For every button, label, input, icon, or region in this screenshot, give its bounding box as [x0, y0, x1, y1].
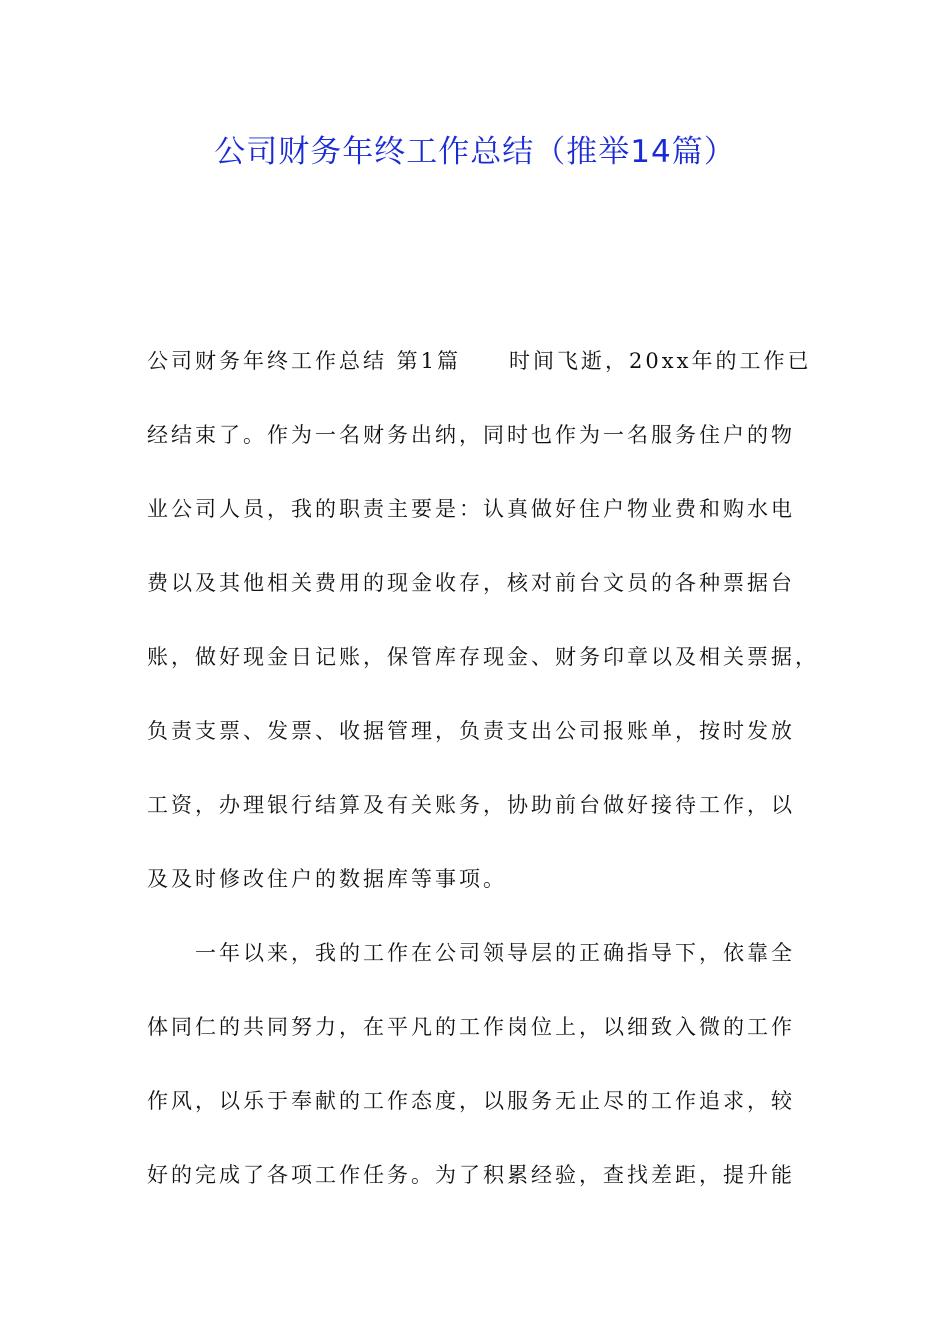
paragraph-line: 费以及其他相关费用的现金收存，核对前台文员的各种票据台 — [147, 571, 795, 595]
paragraph-line: 作风，以乐于奉献的工作态度，以服务无止尽的工作追求，较 — [147, 1089, 795, 1113]
paragraph-line: 一年以来，我的工作在公司领导层的正确指导下，依靠全 — [147, 941, 795, 965]
paragraph-line — [147, 336, 812, 410]
line-text: 时间飞逝，20xx年的工作已 — [509, 349, 812, 373]
paragraph-line: 账，做好现金日记账，保管库存现金、财务印章以及相关票据， — [147, 645, 819, 669]
paragraph-line: 负责支票、发票、收据管理，负责支出公司报账单，按时发放 — [147, 719, 795, 743]
document-title: 公司财务年终工作总结（推举14篇） — [214, 134, 736, 170]
paragraph-line: 及及时修改住户的数据库等事项。 — [147, 867, 507, 891]
paragraph-line: 工资，办理银行结算及有关账务，协助前台做好接待工作，以 — [147, 793, 795, 817]
section-heading: 公司财务年终工作总结 第1篇 — [147, 349, 462, 373]
paragraph-line: 经结束了。作为一名财务出纳，同时也作为一名服务住户的物 — [147, 423, 795, 447]
paragraph-line: 业公司人员，我的职责主要是：认真做好住户物业费和购水电 — [147, 497, 795, 521]
document-body — [147, 336, 819, 1224]
paragraph-line: 好的完成了各项工作任务。为了积累经验，查找差距，提升能 — [147, 1163, 795, 1187]
paragraph-line: 体同仁的共同努力，在平凡的工作岗位上，以细致入微的工作 — [147, 1015, 795, 1039]
